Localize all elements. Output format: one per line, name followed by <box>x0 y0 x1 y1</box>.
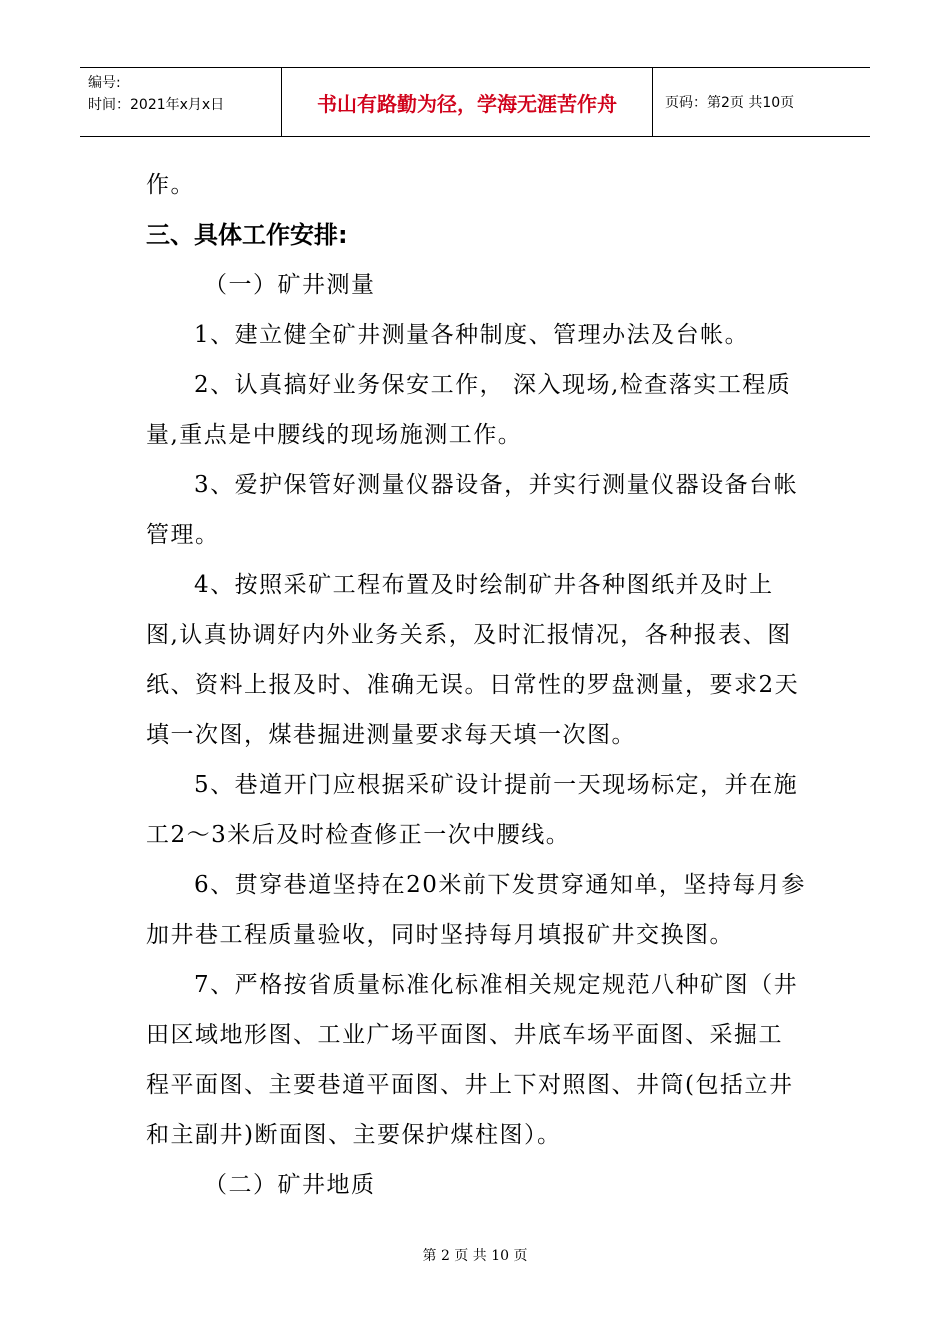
time-label: 时间：2021年x月x日 <box>88 97 225 113</box>
page-footer: 第 2 页 共 10 页 <box>422 1248 528 1264</box>
number-label: 编号: <box>88 75 121 91</box>
list-item-7: 7、严格按省质量标准化标准相关规定规范八种矿图（井田区域地形图、工业广场平面图、井底车场平面图、采掘工程平面图、主要巷道平面图、井上下对照图、井筒(包括立井和主副井)断面图、主要保护煤柱图）。 <box>146 972 799 1148</box>
continuation-text: 作。 <box>146 172 195 198</box>
header-left-cell <box>80 68 282 136</box>
list-item-1: 1、建立健全矿井测量各种制度、管理办法及台帐。 <box>194 322 750 348</box>
page-header <box>80 67 870 137</box>
subsection-heading-1: （一）矿井测量 <box>204 272 376 298</box>
list-item-5: 5、巷道开门应根据采矿设计提前一天现场标定，并在施工2～3米后及时检查修正一次中腰线。 <box>146 772 799 848</box>
section-heading: 三、具体工作安排: <box>146 221 348 249</box>
document-body <box>146 160 806 1210</box>
list-item-4: 4、按照采矿工程布置及时绘制矿井各种图纸并及时上图,认真协调好内外业务关系，及时汇报情况，各种报表、图纸、资料上报及时、准确无误。日常性的罗盘测量，要求2天填一次图，煤巷掘进测量要求每天填一次图。 <box>146 572 800 748</box>
list-item-2: 2、认真搞好业务保安工作， 深入现场,检查落实工程质量,重点是中腰线的现场施测工作。 <box>146 372 792 448</box>
list-item-6: 6、贯穿巷道坚持在20米前下发贯穿通知单，坚持每月参加井巷工程质量验收，同时坚持每月填报矿井交换图。 <box>146 872 806 948</box>
header-motto: 书山有路勤为径，学海无涯苦作舟 <box>282 68 653 136</box>
list-item-3: 3、爱护保管好测量仪器设备，并实行测量仪器设备台帐管理。 <box>146 472 799 548</box>
header-page-code: 页码：第2页 共10页 <box>665 95 795 111</box>
subsection-heading-2: （二）矿井地质 <box>204 1172 376 1198</box>
